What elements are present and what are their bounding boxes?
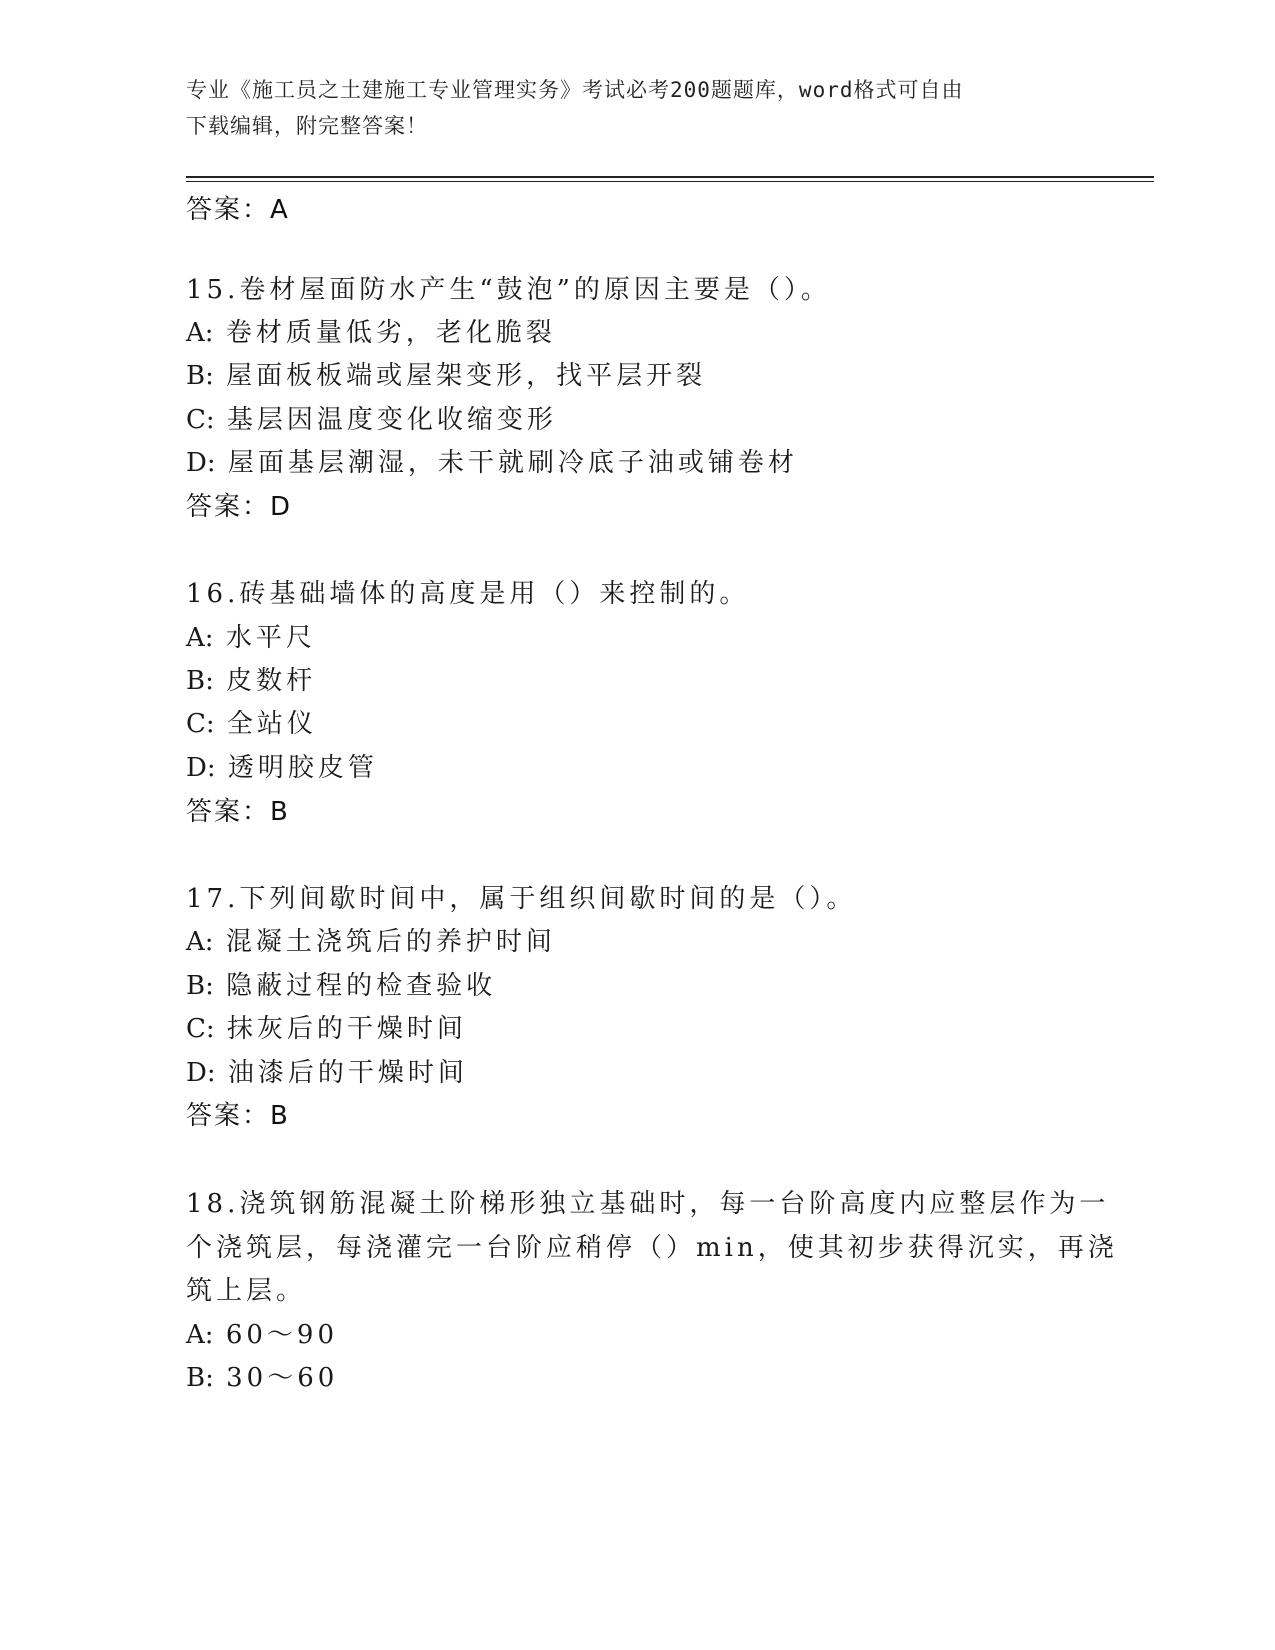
option-text: 屋面板板端或屋架变形，找平层开裂: [226, 361, 707, 391]
option-a: [186, 1319, 338, 1351]
option-key: C:: [186, 709, 215, 739]
option-key: A:: [186, 623, 214, 653]
option-key: A:: [186, 1320, 214, 1350]
option-text: 全站仪: [226, 709, 317, 739]
option-key: B:: [186, 1363, 214, 1393]
option-key: D:: [186, 753, 216, 783]
option-a: [186, 926, 556, 958]
question-stem-line-2: 个浇筑层，每浇灌完一台阶应稍停（）min，使其初步获得沉实，再浇: [186, 1233, 1118, 1263]
option-key: C:: [186, 1014, 215, 1044]
option-b: [186, 1362, 338, 1394]
option-key: D:: [186, 1058, 216, 1088]
answer-line: [186, 796, 288, 828]
option-b: [186, 360, 706, 392]
answer-label: 答案：: [186, 1101, 271, 1131]
option-text: 皮数杆: [226, 666, 317, 696]
answer-value: B: [270, 1101, 288, 1131]
option-c: [186, 1013, 467, 1045]
answer-line: [186, 491, 290, 523]
question-stem-line-3: 筑上层。: [186, 1276, 307, 1306]
option-key: A:: [186, 318, 214, 348]
option-d: [186, 447, 798, 479]
option-key: B:: [186, 971, 214, 1001]
header-line-2: 下载编辑，附完整答案！: [186, 114, 428, 138]
answer-label: 答案：: [186, 797, 271, 827]
option-text: 透明胶皮管: [227, 753, 378, 783]
question-stem: 15.卷材屋面防水产生“鼓泡”的原因主要是（）。: [186, 275, 831, 305]
option-key: B:: [186, 361, 214, 391]
header-rule: [186, 176, 1154, 178]
option-key: C:: [186, 405, 215, 435]
answer-value: B: [270, 797, 288, 827]
answer-line: [186, 1100, 288, 1132]
document-header: [186, 72, 1066, 144]
option-text: 水平尺: [225, 623, 316, 653]
answer-line: [186, 194, 288, 226]
option-text: 卷材质量低劣，老化脆裂: [225, 318, 556, 348]
option-a: [186, 622, 316, 654]
option-text: 混凝土浇筑后的养护时间: [225, 927, 556, 957]
option-a: [186, 317, 556, 349]
option-text: 抹灰后的干燥时间: [226, 1014, 467, 1044]
question-stem-line-1: 18.浇筑钢筋混凝土阶梯形独立基础时，每一台阶高度内应整层作为一: [186, 1189, 1110, 1219]
answer-value: A: [270, 195, 288, 225]
option-text: 油漆后的干燥时间: [227, 1058, 468, 1088]
option-text: 屋面基层潮湿，未干就刷冷底子油或铺卷材: [227, 448, 798, 478]
answer-value: D: [270, 492, 291, 522]
header-rule-thin: [186, 181, 1154, 182]
option-text: 30～60: [226, 1363, 339, 1393]
header-line-1: 专业《施工员之土建施工专业管理实务》考试必考200题题库，word格式可自由: [186, 78, 964, 102]
option-text: 基层因温度变化收缩变形: [226, 405, 557, 435]
option-b: [186, 970, 496, 1002]
question-stem: 17.下列间歇时间中，属于组织间歇时间的是（）。: [186, 884, 857, 914]
option-text: 隐蔽过程的检查验收: [226, 971, 497, 1001]
option-key: A:: [186, 927, 214, 957]
option-d: [186, 1057, 468, 1089]
option-b: [186, 665, 316, 697]
option-key: B:: [186, 666, 214, 696]
option-c: [186, 404, 557, 436]
question-stem: 16.砖基础墙体的高度是用（）来控制的。: [186, 579, 750, 609]
option-d: [186, 752, 378, 784]
answer-label: 答案：: [186, 492, 271, 522]
option-key: D:: [186, 448, 216, 478]
answer-label: 答案：: [186, 195, 271, 225]
option-c: [186, 708, 317, 740]
option-text: 60～90: [225, 1320, 338, 1350]
